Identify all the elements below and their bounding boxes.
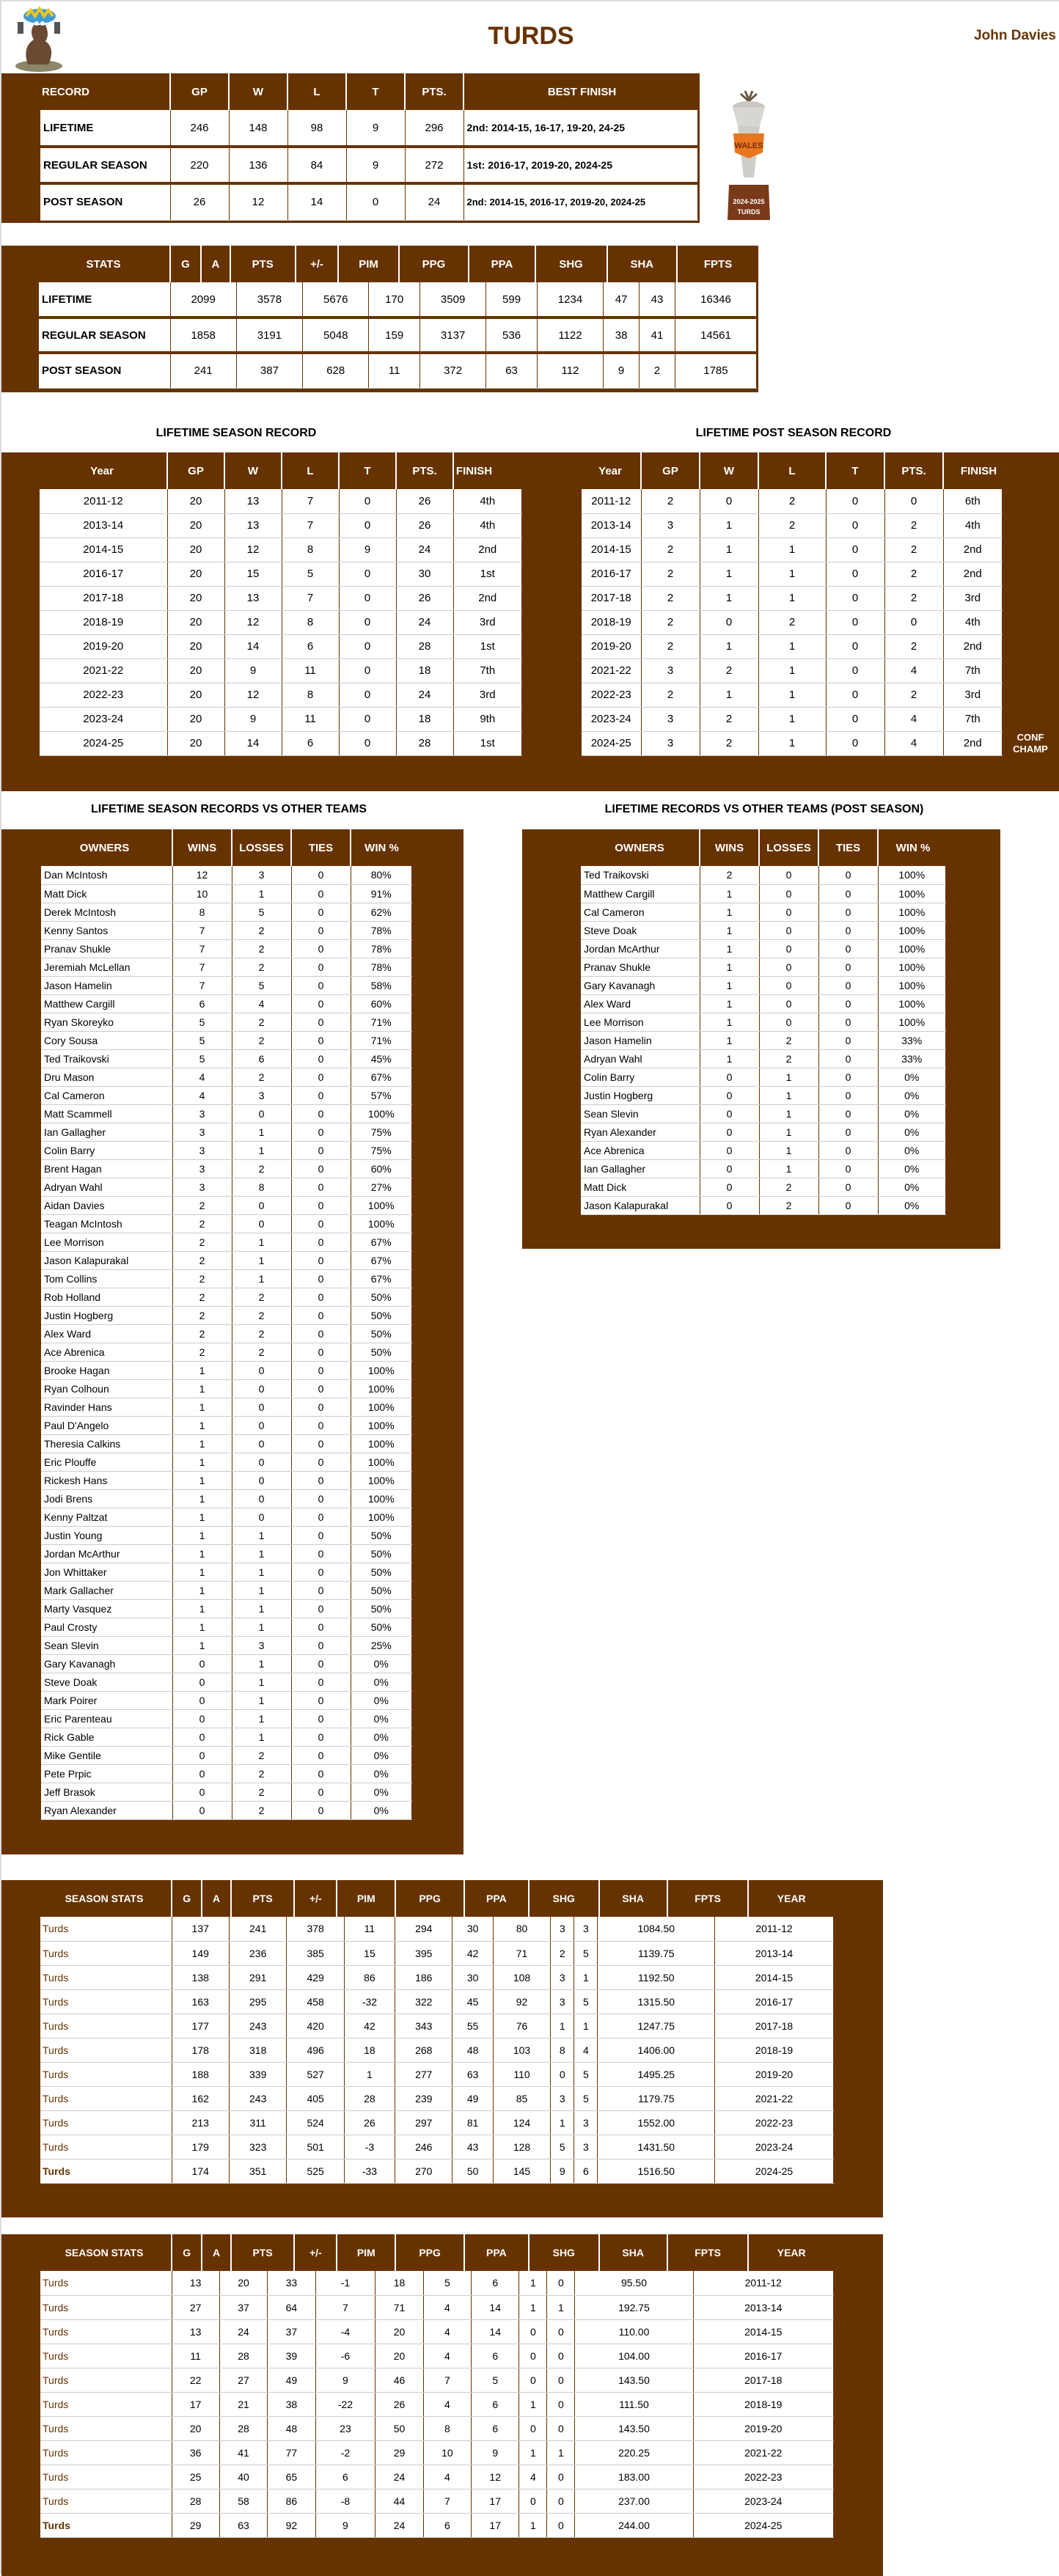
owner-record-row: Paul Crosty 1 1 0 50% [41,1618,412,1636]
owner-record-row: Ian Gallagher 3 1 0 75% [41,1123,412,1141]
owner-post-record-row: Jordan McArthur 1 0 0 100% [581,939,946,958]
column-header: PIM [337,1880,395,1917]
owner-record-row: Ryan Skoreyko 5 2 0 71% [41,1013,412,1031]
owner-record-row: Brooke Hagan 1 0 0 100% [41,1361,412,1379]
col-losses: LOSSES [759,829,818,866]
lifetime-season-record-table [1,452,494,489]
col-fpts: FPTS [677,246,758,282]
col-plus-minus: +/- [296,246,339,282]
column-header: YEAR [748,2234,834,2271]
column-header: PTS [231,1880,295,1917]
season-stats-row: Turds 13 20 33 -1 18 5 6 1 0 95.50 2011-12 [40,2271,834,2295]
col-shg: SHG [535,246,607,282]
column-header: A [202,1880,230,1917]
stats-rows [39,282,757,389]
col-record: RECORD [1,73,170,110]
owner-record-row: Ace Abrenica 2 2 0 50% [41,1343,412,1361]
col-sha: SHA [607,246,678,282]
owner-record-row: Ravinder Hans 1 0 0 100% [41,1398,412,1416]
owner-post-record-row: Jason Kalapurakal 0 2 0 0% [581,1196,946,1214]
team-name: TURDS [488,22,574,50]
lifetime-season-record-title: LIFETIME SEASON RECORD [155,427,317,439]
column-header: SEASON STATS [1,1880,172,1917]
col-gp: GP [641,452,700,489]
owner-record-row: Jon Whittaker 1 1 0 50% [41,1563,412,1581]
owner-post-record-row: Cal Cameron 1 0 0 100% [581,903,946,921]
owner-record-row: Steve Doak 0 1 0 0% [41,1673,412,1691]
column-header: +/- [294,2234,337,2271]
owner-post-record-row: Ian Gallagher 0 1 0 0% [581,1159,946,1178]
owner-record-row: Colin Barry 3 1 0 75% [41,1141,412,1159]
col-year: Year [1,452,167,489]
owner-record-row: Ryan Colhoun 1 0 0 100% [41,1379,412,1398]
col-t: T [339,452,396,489]
owner-record-row: Kenny Santos 7 2 0 78% [41,921,412,939]
season-stats-row: Turds 162 243 405 28 239 49 85 3 5 1179.75 2021-22 [40,2086,834,2110]
post-season-record-row: 2021-22 3 2 1 0 4 7th [582,658,1003,683]
column-header: PPA [464,1880,529,1917]
owner-record-row: Dru Mason 4 2 0 67% [41,1068,412,1086]
season-record-row: 2011-12 20 13 7 0 26 4th [40,489,522,513]
column-header: SEASON STATS [1,2234,172,2271]
season-stats-row: Turds 22 27 49 9 46 7 5 0 0 143.50 2017-18 [40,2368,834,2392]
owner-record-row: Gary Kavanagh 0 1 0 0% [41,1654,412,1673]
col-pts: PTS [230,246,296,282]
owner-record-row: Pranav Shukle 7 2 0 78% [41,939,412,958]
season-record-row: 2023-24 20 9 11 0 18 9th [40,707,522,731]
record-rows [40,110,698,221]
owner-post-record-row: Adryan Wahl 1 2 0 33% [581,1049,946,1068]
col-owners: OWNERS [1,829,172,866]
post-season-record-row: 2023-24 3 2 1 0 4 7th [582,707,1003,731]
season-stats-row: Turds 213 311 524 26 297 81 124 1 3 1552.00 2022-23 [40,2110,834,2135]
owner-post-record-row: Lee Morrison 1 0 0 100% [581,1013,946,1031]
season-stats-row: Turds 28 58 86 -8 44 7 17 0 0 237.00 2023-24 [40,2489,834,2513]
col-win-pct: WIN % [878,829,948,866]
owner-record-row: Jeff Brasok 0 2 0 0% [41,1783,412,1801]
season-record-row: 2021-22 20 9 11 0 18 7th [40,658,522,683]
col-g: G [170,246,201,282]
owner-record-row: Marty Vasquez 1 1 0 50% [41,1599,412,1618]
owner-post-record-row: Pranav Shukle 1 0 0 100% [581,958,946,976]
col-wins: WINS [700,829,759,866]
owner-post-record-row: Matt Dick 0 2 0 0% [581,1178,946,1196]
column-header: A [202,2234,230,2271]
vs-teams-post-table [522,829,948,866]
owner-record-row: Brent Hagan 3 2 0 60% [41,1159,412,1178]
record-row-post: POST SEASON 26 12 14 0 24 2nd: 2014-15, 2016-17, 2019-20, 2024-25 [40,183,698,220]
owner-record-row: Jeremiah McLellan 7 2 0 78% [41,958,412,976]
stats-row: LIFETIME 2099 3578 5676 170 3509 599 1234 47 43 16346 [39,282,757,318]
col-ppa: PPA [469,246,535,282]
column-header: PPG [395,2234,463,2271]
record-row-lifetime: LIFETIME 246 148 98 9 296 2nd: 2014-15, 16-17, 19-20, 24-25 [40,110,698,147]
season-stats-regular-table [1,1880,834,1917]
column-header: SHA [599,2234,667,2271]
season-record-row: 2013-14 20 13 7 0 26 4th [40,513,522,537]
vs-teams-post-rows [581,866,946,1215]
col-w: W [229,73,287,110]
owner-record-row: Ryan Alexander 0 2 0 0% [41,1801,412,1819]
owner-record-row: Rick Gable 0 1 0 0% [41,1728,412,1746]
owner-record-row: Tom Collins 2 1 0 67% [41,1269,412,1288]
owner-record-row: Eric Plouffe 1 0 0 100% [41,1453,412,1471]
owner-post-record-row: Justin Hogberg 0 1 0 0% [581,1086,946,1104]
owner-record-row: Justin Young 1 1 0 50% [41,1526,412,1544]
owner-record-row: Justin Hogberg 2 2 0 50% [41,1306,412,1324]
column-header: PTS [231,2234,295,2271]
season-stats-row: Turds 20 28 48 23 50 8 6 0 0 143.50 2019-20 [40,2416,834,2440]
lifetime-post-season-record-rows [582,489,1003,756]
season-stats-row: Turds 13 24 37 -4 20 4 14 0 0 110.00 2014-15 [40,2319,834,2344]
season-stats-row: Turds 188 339 527 1 277 63 110 0 5 1495.25 2019-20 [40,2062,834,2086]
col-gp: GP [170,73,229,110]
col-gp: GP [167,452,224,489]
owner-record-row: Jason Kalapurakal 2 1 0 67% [41,1251,412,1269]
column-header: +/- [294,1880,337,1917]
column-header: FPTS [667,1880,749,1917]
col-a: A [201,246,230,282]
trophy-image [725,89,773,221]
season-record-row: 2024-25 20 14 6 0 28 1st [40,731,522,755]
stats-row: REGULAR SEASON 1858 3191 5048 159 3137 536 1122 38 41 14561 [39,318,757,353]
vs-teams-post-title: LIFETIME RECORDS VS OTHER TEAMS (POST SEASON) [604,803,924,815]
col-w: W [700,452,758,489]
season-stats-row: Turds 27 37 64 7 71 4 14 1 1 192.75 2013-14 [40,2295,834,2319]
season-stats-row: Turds 17 21 38 -22 26 4 6 1 0 111.50 2018-19 [40,2392,834,2416]
season-stats-regular-rows [40,1917,834,2184]
season-stats-row: Turds 174 351 525 -33 270 50 145 9 6 1516.50 2024-25 [40,2159,834,2183]
post-season-record-row: 2016-17 2 1 1 0 2 2nd [582,562,1003,586]
owner-record-row: Dan McIntosh 12 3 0 80% [41,866,412,884]
post-season-record-row: 2017-18 2 1 1 0 2 3rd [582,586,1003,610]
owner-record-row: Rickesh Hans 1 0 0 100% [41,1471,412,1489]
col-ties: TIES [291,829,351,866]
owner-record-row: Ted Traikovski 5 6 0 45% [41,1049,412,1068]
trophy-caption-team: TURDS [737,208,761,216]
col-w: W [224,452,282,489]
column-header: YEAR [748,1880,834,1917]
record-row-regular: REGULAR SEASON 220 136 84 9 272 1st: 2016-17, 2019-20, 2024-25 [40,147,698,183]
vs-teams-title: LIFETIME SEASON RECORDS VS OTHER TEAMS [90,803,367,815]
col-l: L [282,452,339,489]
col-finish: FINISH [453,452,494,489]
season-stats-row: Turds 11 28 39 -6 20 4 6 0 0 104.00 2016-17 [40,2344,834,2368]
season-stats-row: Turds 163 295 458 -32 322 45 92 3 5 1315.50 2016-17 [40,1989,834,2014]
owner-record-row: Jordan McArthur 1 1 0 50% [41,1544,412,1563]
post-season-record-row: 2022-23 2 1 1 0 2 3rd [582,683,1003,707]
col-pim: PIM [338,246,398,282]
owner-post-record-row: Alex Ward 1 0 0 100% [581,994,946,1013]
season-record-row: 2022-23 20 12 8 0 24 3rd [40,683,522,707]
season-record-row: 2019-20 20 14 6 0 28 1st [40,634,522,658]
owner-record-row: Theresia Calkins 1 0 0 100% [41,1434,412,1453]
season-stats-post-rows [40,2271,834,2538]
owner-post-record-row: Gary Kavanagh 1 0 0 100% [581,976,946,994]
owner-record-row: Matt Scammell 3 0 0 100% [41,1104,412,1123]
season-stats-row: Turds 178 318 496 18 268 48 103 8 4 1406.00 2018-19 [40,2038,834,2062]
vs-teams-rows [41,866,412,1820]
owner-record-row: Derek McIntosh 8 5 0 62% [41,903,412,921]
col-pts: PTS. [884,452,943,489]
col-pts: PTS. [396,452,453,489]
owner-record-row: Matthew Cargill 6 4 0 60% [41,994,412,1013]
season-stats-row: Turds 179 323 501 -3 246 43 128 5 3 1431.50 2023-24 [40,2135,834,2159]
post-season-record-row: 2019-20 2 1 1 0 2 2nd [582,634,1003,658]
stats-row: POST SEASON 241 387 628 11 372 63 112 9 2 1785 [39,353,757,388]
col-stats: STATS [1,246,170,282]
owner-record-row: Mark Poirer 0 1 0 0% [41,1691,412,1709]
record-table [1,73,700,110]
column-header: G [172,2234,202,2271]
col-win-pct: WIN % [351,829,412,866]
owner-record-row: Jason Hamelin 7 5 0 58% [41,976,412,994]
season-stats-row: Turds 137 241 378 11 294 30 80 3 3 1084.50 2011-12 [40,1917,834,1941]
post-season-record-row: 2011-12 2 0 2 0 0 6th [582,489,1003,513]
trophy-caption-year: 2024-2025 [733,198,765,205]
owner-record-row: Matt Dick 10 1 0 91% [41,884,412,903]
owner-record-row: Kenny Paltzat 1 0 0 100% [41,1508,412,1526]
owner-record-row: Mark Gallacher 1 1 0 50% [41,1581,412,1599]
col-year: Year [544,452,641,489]
season-record-row: 2016-17 20 15 5 0 30 1st [40,562,522,586]
owner-post-record-row: Ace Abrenica 0 1 0 0% [581,1141,946,1159]
owner-post-record-row: Jason Hamelin 1 2 0 33% [581,1031,946,1049]
col-losses: LOSSES [232,829,291,866]
season-record-row: 2017-18 20 13 7 0 26 2nd [40,586,522,610]
stats-table [1,246,758,282]
col-l: L [287,73,346,110]
owner-record-row: Alex Ward 2 2 0 50% [41,1324,412,1343]
col-t: T [346,73,405,110]
owner-record-row: Mike Gentile 0 2 0 0% [41,1746,412,1764]
lifetime-post-season-record-table [544,452,1014,489]
post-season-record-row: 2018-19 2 0 2 0 0 4th [582,610,1003,634]
owner-name: John Davies [974,28,1056,43]
owner-record-row: Lee Morrison 2 1 0 67% [41,1233,412,1251]
owner-record-row: Paul D'Angelo 1 0 0 100% [41,1416,412,1434]
post-season-record-row: 2013-14 3 1 2 0 2 4th [582,513,1003,537]
col-finish: FINISH [943,452,1014,489]
owner-post-record-row: Colin Barry 0 1 0 0% [581,1068,946,1086]
conf-champ-note: CONF CHAMP [1013,732,1048,755]
owner-record-row: Eric Parenteau 0 1 0 0% [41,1709,412,1728]
owner-record-row: Sean Slevin 1 3 0 25% [41,1636,412,1654]
post-season-record-row: 2024-25 3 2 1 0 4 2nd [582,731,1003,755]
col-ppg: PPG [399,246,469,282]
owner-post-record-row: Ted Traikovski 2 0 0 100% [581,866,946,884]
col-best-finish: BEST FINISH [463,73,700,110]
owner-record-row: Aidan Davies 2 0 0 100% [41,1196,412,1214]
season-stats-row: Turds 36 41 77 -2 29 10 9 1 1 220.25 2021-22 [40,2440,834,2465]
column-header: G [172,1880,202,1917]
owner-record-row: Pete Prpic 0 2 0 0% [41,1764,412,1783]
col-l: L [758,452,826,489]
season-record-row: 2018-19 20 12 8 0 24 3rd [40,610,522,634]
owner-record-row: Jodi Brens 1 0 0 100% [41,1489,412,1508]
season-stats-row: Turds 177 243 420 42 343 55 76 1 1 1247.75 2017-18 [40,2014,834,2038]
owner-post-record-row: Matthew Cargill 1 0 0 100% [581,884,946,903]
column-header: SHA [599,1880,667,1917]
lifetime-season-record-rows [40,489,522,756]
col-ties: TIES [818,829,878,866]
season-stats-row: Turds 138 291 429 86 186 30 108 3 1 1192.50 2014-15 [40,1965,834,1989]
season-stats-post-table [1,2234,834,2271]
column-header: PPA [464,2234,529,2271]
season-stats-row: Turds 149 236 385 15 395 42 71 2 5 1139.75 2013-14 [40,1941,834,1965]
vs-teams-table [1,829,412,866]
column-header: PIM [337,2234,395,2271]
column-header: SHG [529,2234,598,2271]
owner-record-row: Adryan Wahl 3 8 0 27% [41,1178,412,1196]
owner-post-record-row: Ryan Alexander 0 1 0 0% [581,1123,946,1141]
column-header: FPTS [667,2234,749,2271]
season-stats-row: Turds 25 40 65 6 24 4 12 4 0 183.00 2022-23 [40,2465,834,2489]
owner-record-row: Cal Cameron 4 3 0 57% [41,1086,412,1104]
season-record-row: 2014-15 20 12 8 9 24 2nd [40,537,522,562]
owner-record-row: Cory Sousa 5 2 0 71% [41,1031,412,1049]
owner-post-record-row: Steve Doak 1 0 0 100% [581,921,946,939]
owner-post-record-row: Sean Slevin 0 1 0 0% [581,1104,946,1123]
trophy-icon [725,89,773,221]
column-header: PPG [395,1880,463,1917]
col-t: T [826,452,884,489]
column-header: SHG [529,1880,598,1917]
post-season-record-row: 2014-15 2 1 1 0 2 2nd [582,537,1003,562]
owner-record-row: Rob Holland 2 2 0 50% [41,1288,412,1306]
col-owners: OWNERS [522,829,700,866]
season-stats-row: Turds 29 63 92 9 24 6 17 1 0 244.00 2024-25 [40,2513,834,2537]
svg-text:WALES: WALES [734,142,763,150]
col-wins: WINS [172,829,232,866]
owner-record-row: Teagan McIntosh 2 0 0 100% [41,1214,412,1233]
lifetime-post-season-record-title: LIFETIME POST SEASON RECORD [695,427,892,439]
col-pts: PTS. [405,73,463,110]
